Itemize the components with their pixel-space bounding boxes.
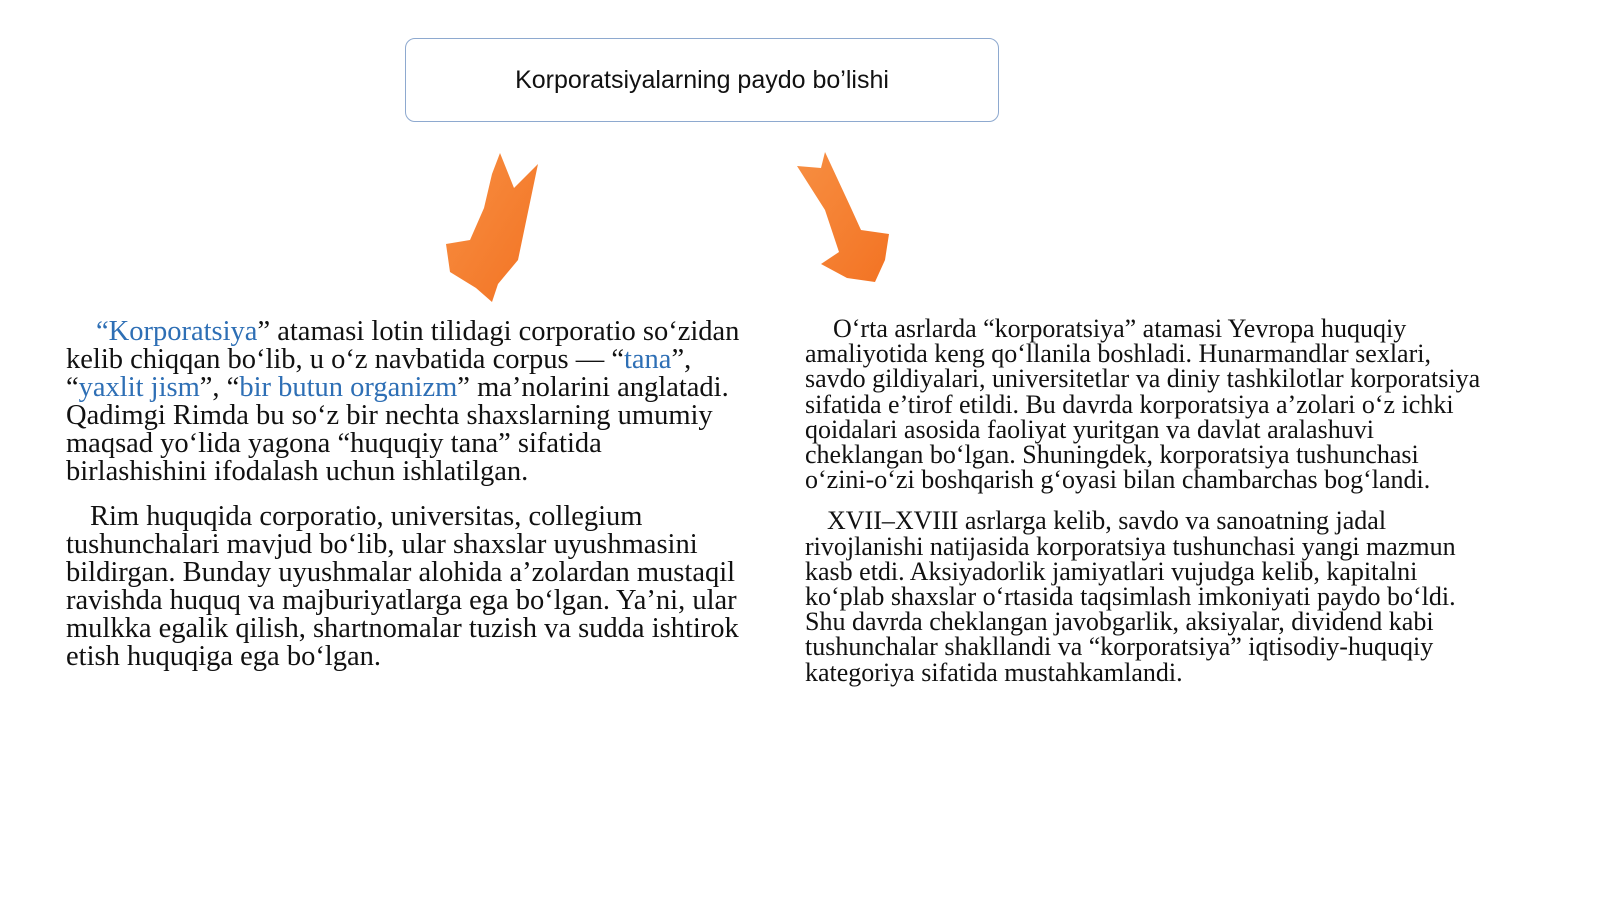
paragraph-text: O‘rta asrlarda “korporatsiya” atamasi Yevropa huquqiy amaliyotida keng qo‘llanila boshladi. Hunarmandlar sexlari, savdo gildiyalari, universitetlar va diniy tashkilotlar korporatsiya sifatida e’tirof etildi. Bu davrda korporatsiya a’zolari o‘z ichki qoidalari asosida faoliyat yuritgan va davlat aralashuvi cheklangan bo‘lgan. Shuningdek, korporatsiya tushunchasi o‘zini-o‘zi boshqarish g‘oyasi bilan chambarchas bog‘landi. xyxy=(805,314,1481,495)
text-segment: ”, “ xyxy=(66,344,692,403)
paragraph-text: Rim huquqida corporatio, universitas, collegium tushunchalari mavjud bo‘lib, ular shaxslar uyushmasini bildirgan. Bunday uyushmalar alohida a’zolardan mustaqil ravishda huquq va majburiyatlarga ega bo‘lgan. Ya’ni, ular mulkka egalik qilish, shartnomalar tuzish va sudda ishtirok etish huquqiga ega bo‘lgan. xyxy=(66,501,739,672)
arrow-down-left-icon xyxy=(440,148,550,308)
arrow-down-right-icon xyxy=(795,150,905,290)
left-column xyxy=(66,318,746,671)
paragraph-text: XVII–XVIII asrlarga kelib, savdo va sanoatning jadal rivojlanishi natijasida korporatsiya tushunchasi yangi mazmun kasb etdi. Aksiyadorlik jamiyatlari vujudga kelib, kapitalni ko‘plab shaxslar o‘rtasida taqsimlash imkoniyati paydo bo‘ldi. Shu davrda cheklangan javobgarlik, aksiyalar, dividend kabi tushunchalar shakllandi va “korporatsiya” iqtisodiy-huquqiy kategoriya sifatida mustahkamlandi. xyxy=(805,506,1456,687)
text-segment: ” atamasi lotin tilidagi corporatio so‘zidan kelib chiqqan bo‘lib, u o‘z navbatida corpus — “ xyxy=(66,316,740,375)
term-bir-butun-organizm: bir butun organizm xyxy=(239,372,458,403)
right-paragraph-1 xyxy=(805,314,1485,495)
left-paragraph-1 xyxy=(66,318,746,486)
left-paragraph-2 xyxy=(66,503,746,671)
term-tana: tana xyxy=(623,344,672,375)
text-segment: ”, “ xyxy=(199,372,240,403)
slide-title: Korporatsiyalarning paydo bo’lishi xyxy=(515,65,889,94)
text-segment: ” ma’nolarini anglatadi. Qadimgi Rimda bu so‘z bir nechta shaxslarning umumiy maqsad yo‘lida yagona “huquqiy tana” sifatida birlashishini ifodalash uchun ishlatilgan. xyxy=(66,372,729,487)
term-yaxlit-jism: yaxlit jism xyxy=(78,372,200,403)
term-quote: “ xyxy=(96,316,109,347)
title-box xyxy=(405,38,999,122)
right-paragraph-2 xyxy=(805,506,1485,687)
right-column xyxy=(805,316,1485,685)
term-korporatsiya: Korporatsiya xyxy=(108,316,258,347)
